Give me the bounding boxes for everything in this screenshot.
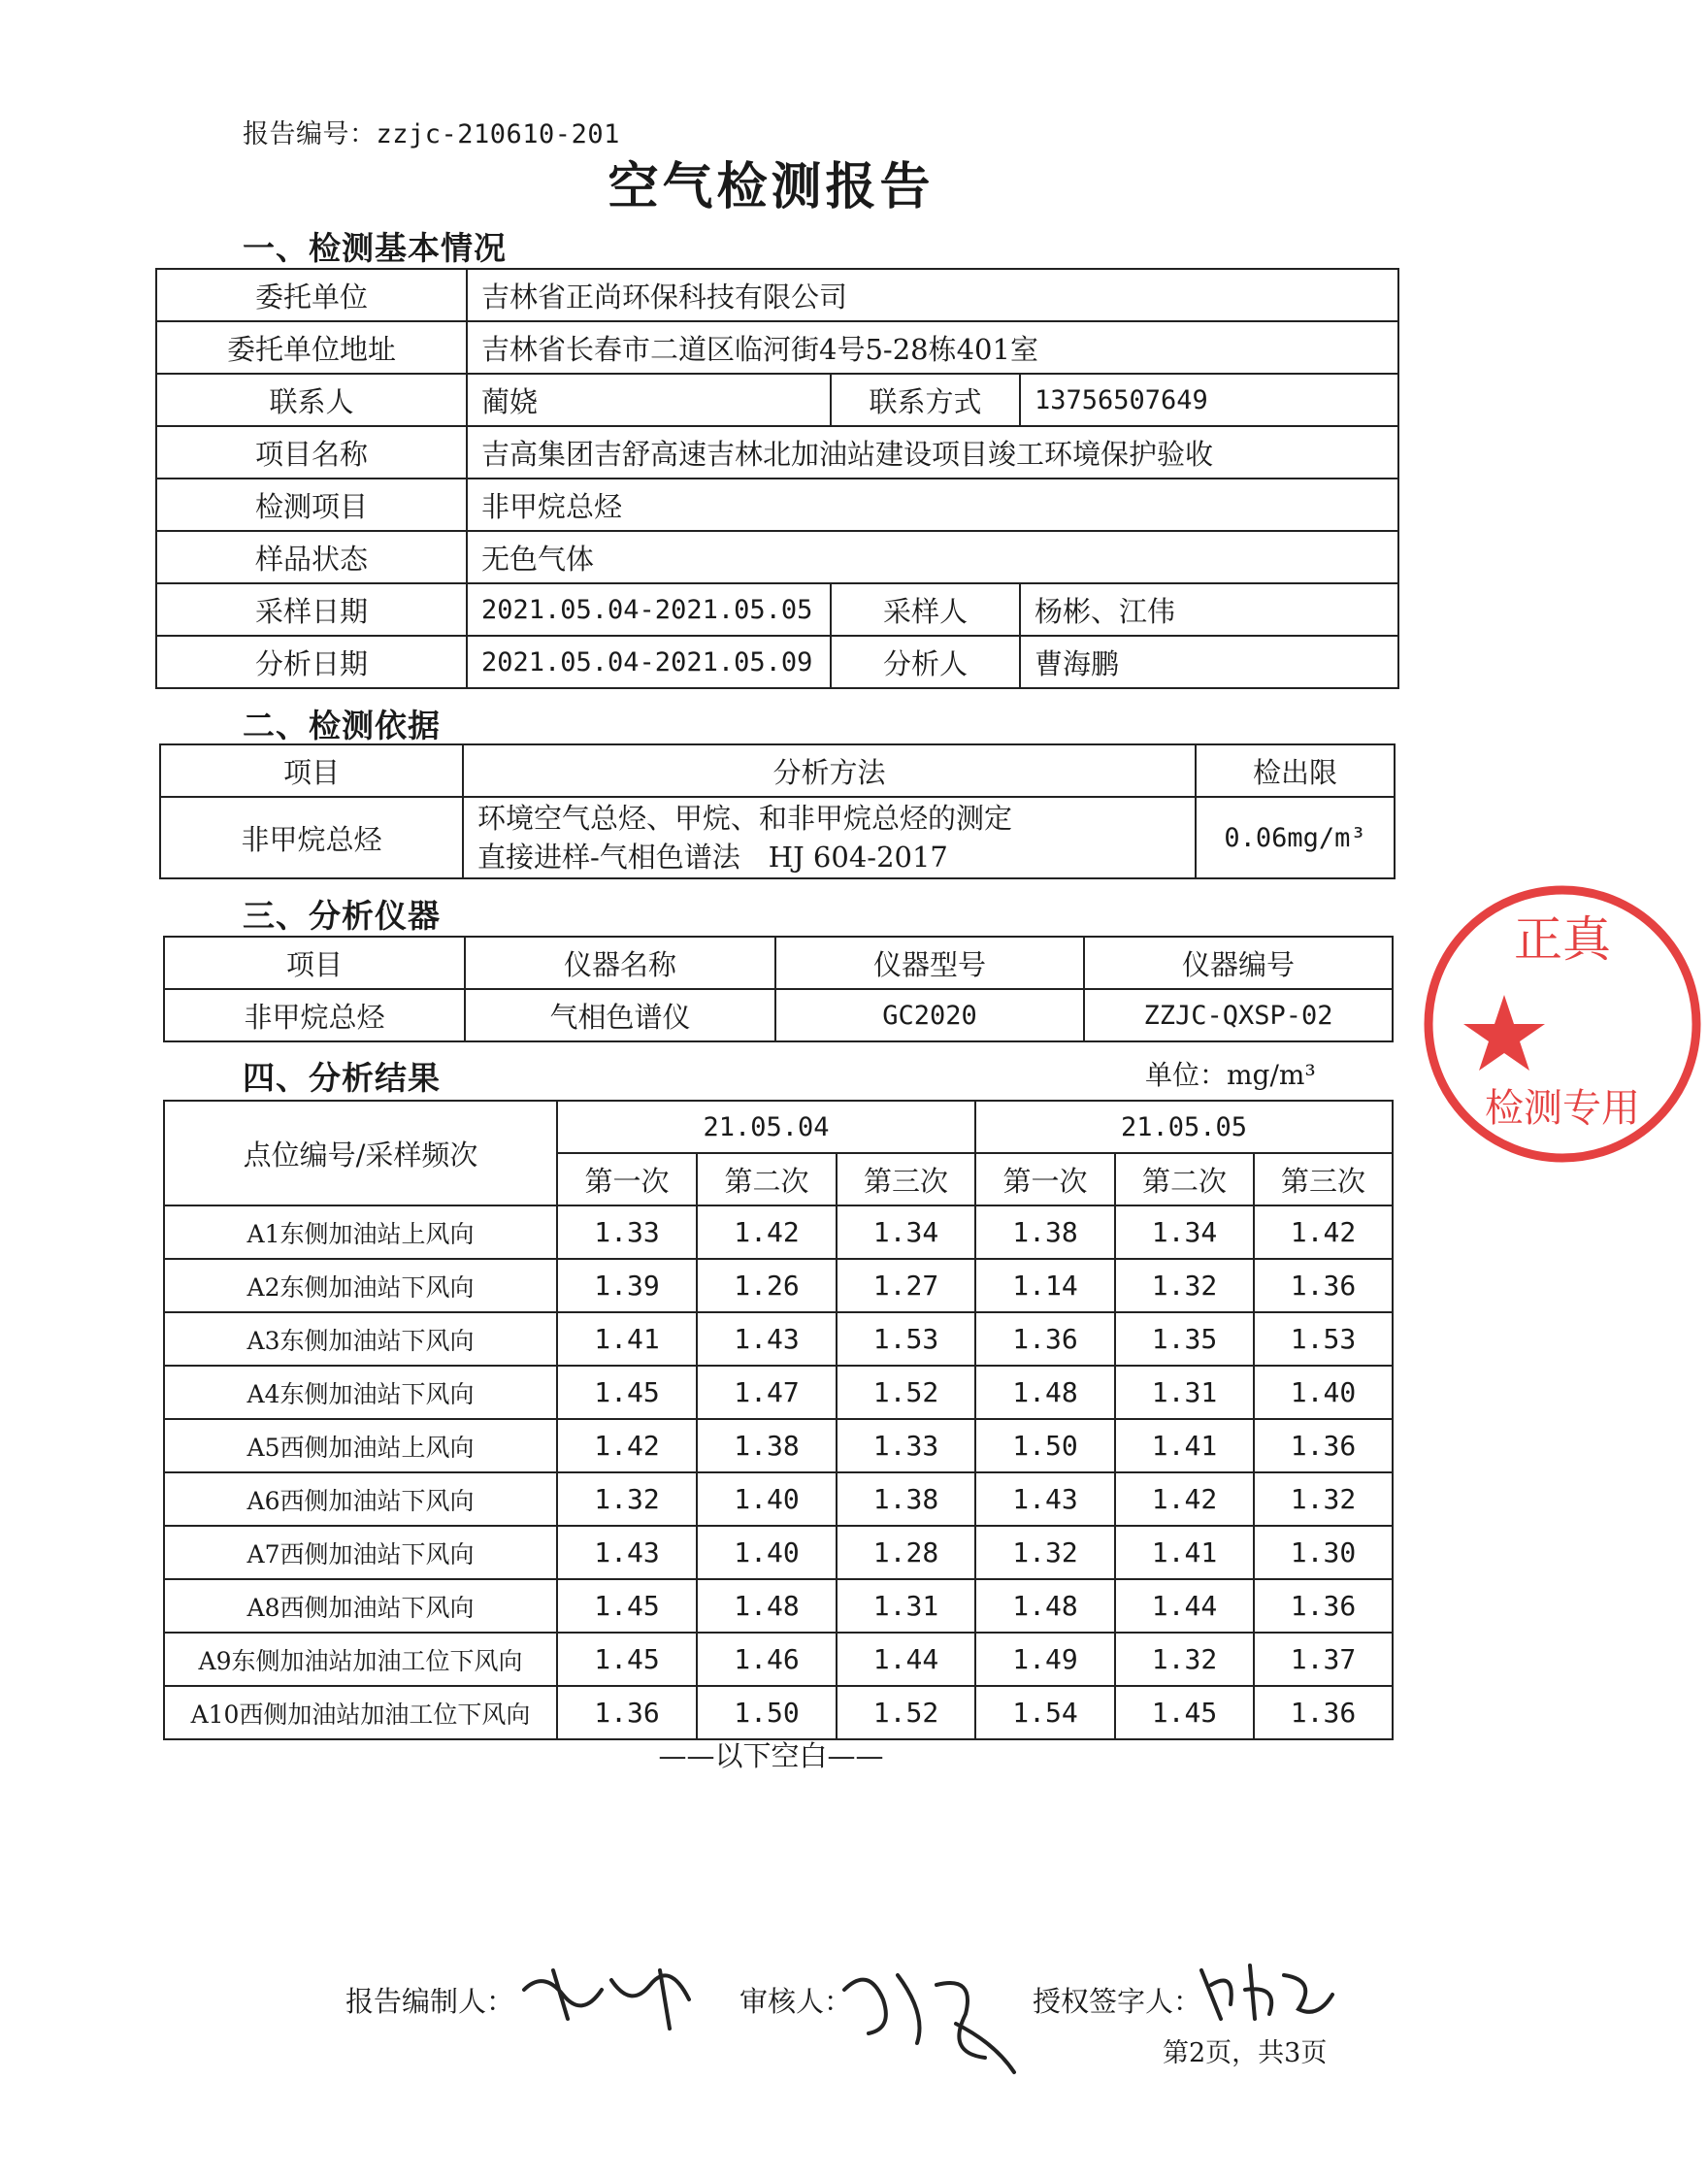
table-row xyxy=(164,1633,1393,1686)
section3-heading: 三、分析仪器 xyxy=(243,897,441,935)
result-value: 1.36 xyxy=(975,1312,1115,1366)
result-value: 1.47 xyxy=(697,1366,837,1419)
point-name: A1东侧加油站上风向 xyxy=(164,1205,557,1259)
point-name: A10西侧加油站加油工位下风向 xyxy=(164,1686,557,1739)
analyst-value: 曹海鹏 xyxy=(1020,636,1398,688)
result-value: 1.43 xyxy=(557,1526,697,1579)
method-col-limit: 检出限 xyxy=(1196,744,1395,797)
page-number: 第2页，共3页 xyxy=(1163,2038,1328,2068)
seal-text-top: 正真 xyxy=(1514,911,1611,968)
result-value: 1.40 xyxy=(697,1526,837,1579)
result-value: 1.45 xyxy=(557,1633,697,1686)
result-value: 1.36 xyxy=(557,1686,697,1739)
result-value: 1.43 xyxy=(975,1472,1115,1526)
project-value: 吉高集团吉舒高速吉林北加油站建设项目竣工环境保护验收 xyxy=(467,426,1398,479)
result-value: 1.41 xyxy=(557,1312,697,1366)
point-name: A2东侧加油站下风向 xyxy=(164,1259,557,1312)
result-value: 1.52 xyxy=(837,1686,975,1739)
table-row xyxy=(164,1579,1393,1633)
point-header: 点位编号/采样频次 xyxy=(164,1101,557,1205)
result-value: 1.32 xyxy=(975,1526,1115,1579)
result-value: 1.33 xyxy=(837,1419,975,1472)
point-name: A9东侧加油站加油工位下风向 xyxy=(164,1633,557,1686)
table-row xyxy=(164,1686,1393,1739)
time-header: 第三次 xyxy=(837,1153,975,1205)
result-value: 1.53 xyxy=(1254,1312,1393,1366)
results-table xyxy=(163,1100,1394,1740)
section2-heading: 二、检测依据 xyxy=(243,707,441,744)
result-value: 1.42 xyxy=(1254,1205,1393,1259)
result-value: 1.36 xyxy=(1254,1579,1393,1633)
instrument-col-id: 仪器编号 xyxy=(1084,937,1393,989)
instrument-name: 气相色谱仪 xyxy=(465,989,775,1041)
result-value: 1.48 xyxy=(975,1579,1115,1633)
client-label: 委托单位 xyxy=(156,269,467,321)
result-value: 1.48 xyxy=(697,1579,837,1633)
result-value: 1.28 xyxy=(837,1526,975,1579)
result-value: 1.32 xyxy=(1115,1633,1254,1686)
result-value: 1.14 xyxy=(975,1259,1115,1312)
instrument-col-model: 仪器型号 xyxy=(775,937,1084,989)
section4-heading: 四、分析结果 xyxy=(243,1059,441,1097)
method-table xyxy=(159,743,1396,879)
result-value: 1.45 xyxy=(557,1579,697,1633)
method-line-2: 直接进样-气相色谱法 HJ 604-2017 xyxy=(477,841,948,874)
result-value: 1.37 xyxy=(1254,1633,1393,1686)
result-value: 1.45 xyxy=(1115,1686,1254,1739)
time-header: 第二次 xyxy=(1115,1153,1254,1205)
method-col-method: 分析方法 xyxy=(463,744,1196,797)
table-row xyxy=(164,1419,1393,1472)
client-value: 吉林省正尚环保科技有限公司 xyxy=(467,269,1398,321)
sample-state-label: 样品状态 xyxy=(156,531,467,583)
result-value: 1.45 xyxy=(557,1366,697,1419)
result-value: 1.35 xyxy=(1115,1312,1254,1366)
result-value: 1.42 xyxy=(557,1419,697,1472)
time-header: 第一次 xyxy=(557,1153,697,1205)
method-line-1: 环境空气总烃、甲烷、和非甲烷总烃的测定 xyxy=(477,802,1013,835)
point-name: A5西侧加油站上风向 xyxy=(164,1419,557,1472)
sampler-value: 杨彬、江伟 xyxy=(1020,583,1398,636)
address-label: 委托单位地址 xyxy=(156,321,467,374)
result-value: 1.32 xyxy=(1254,1472,1393,1526)
result-value: 1.30 xyxy=(1254,1526,1393,1579)
result-value: 1.26 xyxy=(697,1259,837,1312)
result-value: 1.44 xyxy=(837,1633,975,1686)
result-value: 1.34 xyxy=(837,1205,975,1259)
time-header: 第三次 xyxy=(1254,1153,1393,1205)
result-value: 1.50 xyxy=(975,1419,1115,1472)
result-value: 1.44 xyxy=(1115,1579,1254,1633)
table-row xyxy=(164,1472,1393,1526)
date-header-1: 21.05.04 xyxy=(557,1101,975,1153)
sampling-date-label: 采样日期 xyxy=(156,583,467,636)
project-label: 项目名称 xyxy=(156,426,467,479)
sample-state-value: 无色气体 xyxy=(467,531,1398,583)
sampler-label: 采样人 xyxy=(831,583,1020,636)
time-header: 第二次 xyxy=(697,1153,837,1205)
result-value: 1.36 xyxy=(1254,1259,1393,1312)
test-item-value: 非甲烷总烃 xyxy=(467,479,1398,531)
result-value: 1.40 xyxy=(1254,1366,1393,1419)
result-value: 1.31 xyxy=(837,1579,975,1633)
analysis-date-value: 2021.05.04-2021.05.09 xyxy=(467,636,831,688)
instrument-model: GC2020 xyxy=(775,989,1084,1041)
table-row xyxy=(164,1366,1393,1419)
result-value: 1.53 xyxy=(837,1312,975,1366)
result-value: 1.27 xyxy=(837,1259,975,1312)
reviewer-signature xyxy=(830,1946,1024,2082)
result-value: 1.39 xyxy=(557,1259,697,1312)
time-header: 第一次 xyxy=(975,1153,1115,1205)
phone-value: 13756507649 xyxy=(1020,374,1398,426)
section1-heading: 一、检测基本情况 xyxy=(243,229,507,267)
unit-label: 单位：mg/m³ xyxy=(1145,1059,1316,1091)
result-value: 1.42 xyxy=(697,1205,837,1259)
method-col-item: 项目 xyxy=(160,744,463,797)
result-value: 1.43 xyxy=(697,1312,837,1366)
point-name: A8西侧加油站下风向 xyxy=(164,1579,557,1633)
analysis-date-label: 分析日期 xyxy=(156,636,467,688)
instrument-item: 非甲烷总烃 xyxy=(164,989,465,1041)
signer-label: 授权签字人： xyxy=(1033,1985,1202,2018)
table-row xyxy=(164,1312,1393,1366)
result-value: 1.32 xyxy=(1115,1259,1254,1312)
report-number: 报告编号：zzjc-210610-201 xyxy=(243,119,620,149)
phone-label: 联系方式 xyxy=(831,374,1020,426)
result-value: 1.40 xyxy=(697,1472,837,1526)
result-value: 1.38 xyxy=(697,1419,837,1472)
compiler-label: 报告编制人： xyxy=(345,1985,515,2018)
table-row xyxy=(164,1526,1393,1579)
result-value: 1.50 xyxy=(697,1686,837,1739)
detection-limit: 0.06mg/m³ xyxy=(1196,797,1395,878)
result-value: 1.38 xyxy=(975,1205,1115,1259)
result-value: 1.54 xyxy=(975,1686,1115,1739)
result-value: 1.32 xyxy=(557,1472,697,1526)
point-name: A4东侧加油站下风向 xyxy=(164,1366,557,1419)
result-value: 1.34 xyxy=(1115,1205,1254,1259)
result-value: 1.42 xyxy=(1115,1472,1254,1526)
instrument-id: ZZJC-QXSP-02 xyxy=(1084,989,1393,1041)
table-row xyxy=(164,1205,1393,1259)
test-item-label: 检测项目 xyxy=(156,479,467,531)
point-name: A6西侧加油站下风向 xyxy=(164,1472,557,1526)
basic-info-table xyxy=(155,268,1399,689)
result-value: 1.33 xyxy=(557,1205,697,1259)
report-title: 空气检测报告 xyxy=(608,157,935,216)
table-row xyxy=(164,1259,1393,1312)
method-item: 非甲烷总烃 xyxy=(160,797,463,878)
result-value: 1.36 xyxy=(1254,1686,1393,1739)
instrument-table xyxy=(163,936,1394,1042)
seal-text-bottom: 检测专用 xyxy=(1485,1086,1640,1131)
point-name: A3东侧加油站下风向 xyxy=(164,1312,557,1366)
result-value: 1.31 xyxy=(1115,1366,1254,1419)
result-value: 1.48 xyxy=(975,1366,1115,1419)
result-value: 1.41 xyxy=(1115,1419,1254,1472)
compiler-signature xyxy=(514,1951,708,2038)
result-value: 1.52 xyxy=(837,1366,975,1419)
reviewer-label: 审核人： xyxy=(739,1985,853,2018)
result-value: 1.38 xyxy=(837,1472,975,1526)
result-value: 1.41 xyxy=(1115,1526,1254,1579)
result-value: 1.49 xyxy=(975,1633,1115,1686)
instrument-col-item: 项目 xyxy=(164,937,465,989)
date-header-2: 21.05.05 xyxy=(975,1101,1393,1153)
result-value: 1.36 xyxy=(1254,1419,1393,1472)
company-seal xyxy=(1417,878,1708,1170)
signer-signature xyxy=(1192,1951,1337,2029)
contact-label: 联系人 xyxy=(156,374,467,426)
result-value: 1.46 xyxy=(697,1633,837,1686)
analyst-label: 分析人 xyxy=(831,636,1020,688)
sampling-date-value: 2021.05.04-2021.05.05 xyxy=(467,583,831,636)
blank-below-note: ——以下空白—— xyxy=(658,1739,884,1772)
instrument-col-name: 仪器名称 xyxy=(465,937,775,989)
address-value: 吉林省长春市二道区临河街4号5-28栋401室 xyxy=(467,321,1398,374)
contact-value: 蔺娆 xyxy=(467,374,831,426)
point-name: A7西侧加油站下风向 xyxy=(164,1526,557,1579)
